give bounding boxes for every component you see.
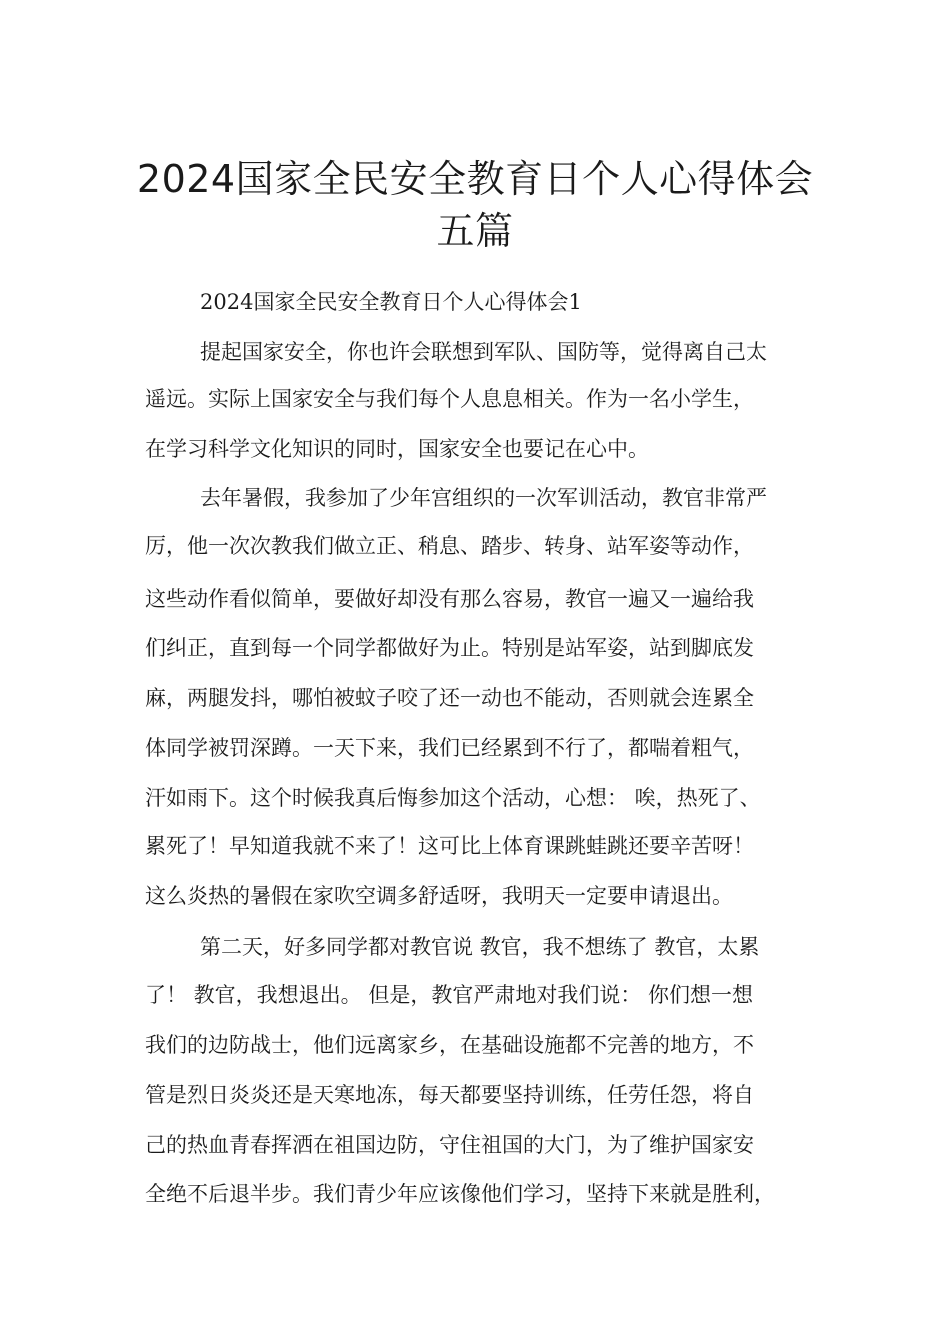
paragraph-line: 们纠正，直到每一个同学都做好为止。特别是站军姿，站到脚底发 (145, 636, 754, 660)
document-title (0, 153, 950, 257)
paragraph-line: 了！ 教官，我想退出。 但是，教官严肃地对我们说： 你们想一想 (145, 983, 754, 1007)
paragraph-line: 累死了！早知道我就不来了！这可比上体育课跳蛙跳还要辛苦呀！ (145, 834, 754, 858)
paragraph-line: 提起国家安全，你也许会联想到军队、国防等，觉得离自己太 (200, 340, 767, 364)
title-line-2: 五篇 (436, 209, 514, 254)
paragraph-line: 汗如雨下。这个时候我真后悔参加这个活动，心想： 唉，热死了、 (145, 786, 761, 810)
paragraph-line: 体同学被罚深蹲。一天下来，我们已经累到不行了，都喘着粗气， (145, 736, 754, 760)
title-line-1: 2024国家全民安全教育日个人心得体会 (136, 157, 814, 202)
paragraph-line: 己的热血青春挥洒在祖国边防，守住祖国的大门，为了维护国家安 (145, 1133, 754, 1157)
paragraph-line: 全绝不后退半步。我们青少年应该像他们学习，坚持下来就是胜利， (145, 1182, 775, 1206)
paragraph-line: 去年暑假，我参加了少年宫组织的一次军训活动，教官非常严 (200, 486, 767, 510)
paragraph-line: 厉，他一次次教我们做立正、稍息、踏步、转身、站军姿等动作， (145, 534, 754, 558)
paragraph-line: 管是烈日炎炎还是天寒地冻，每天都要坚持训练，任劳任怨，将自 (145, 1083, 754, 1107)
paragraph-line: 在学习科学文化知识的同时，国家安全也要记在心中。 (145, 437, 649, 461)
paragraph-line: 麻，两腿发抖，哪怕被蚊子咬了还一动也不能动，否则就会连累全 (145, 686, 754, 710)
paragraph-line: 第二天，好多同学都对教官说 教官，我不想练了 教官，太累 (200, 935, 760, 959)
section-heading: 2024国家全民安全教育日个人心得体会1 (200, 290, 582, 314)
paragraph-line: 这些动作看似简单，要做好却没有那么容易，教官一遍又一遍给我 (145, 587, 754, 611)
paragraph-line: 遥远。实际上国家安全与我们每个人息息相关。作为一名小学生， (145, 387, 754, 411)
paragraph-line: 这么炎热的暑假在家吹空调多舒适呀，我明天一定要申请退出。 (145, 884, 733, 908)
paragraph-line: 我们的边防战士，他们远离家乡，在基础设施都不完善的地方，不 (145, 1033, 754, 1057)
